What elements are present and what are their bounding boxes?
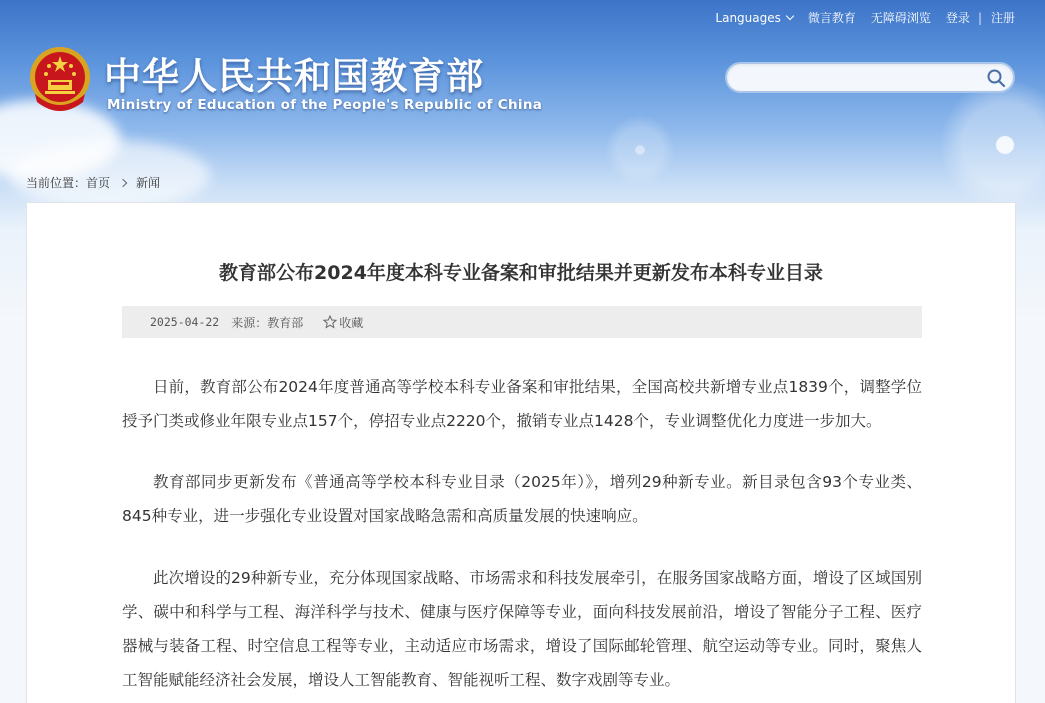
register-link[interactable]: 注册 (990, 11, 1015, 25)
top-navigation (715, 9, 1015, 26)
article-source: 来源：教育部 (231, 315, 304, 330)
breadcrumb (26, 174, 160, 191)
nav-separator: | (977, 10, 982, 25)
languages-dropdown[interactable] (715, 11, 792, 25)
chevron-right-icon (119, 178, 127, 186)
national-emblem-icon[interactable] (27, 44, 93, 114)
article-paragraph: 日前，教育部公布2024年度普通高等学校本科专业备案和审批结果，全国高校共新增专业点1839个，调整学位授予门类或修业年限专业点157个，停招专业点2220个，撤销专业点1428个，专业调整优化力度进一步加大。 (122, 378, 922, 430)
weibo-link[interactable]: 微言教育 (807, 11, 856, 25)
dandelion-decoration (600, 110, 680, 190)
favorite-button[interactable] (323, 314, 363, 331)
breadcrumb-home-link[interactable]: 首页 (86, 176, 111, 190)
search-input[interactable] (739, 68, 979, 88)
chevron-down-icon (786, 11, 794, 19)
site-title-en: Ministry of Education of the People's Republic of China (107, 97, 543, 113)
article-meta-bar (122, 306, 922, 338)
favorite-label: 收藏 (339, 315, 364, 330)
article-paragraph: 此次增设的29种新专业，充分体现国家战略、市场需求和科技发展牵引，在服务国家战略方面，增设了区域国别学、碳中和科学与工程、海洋科学与技术、健康与医疗保障等专业，面向科技发展前沿，增设了智能分子工程、医疗器械与装备工程、时空信息工程等专业，主动适应市场需求，增设了国际邮轮管理、航空运动等专业。同时，聚焦人工智能赋能经济社会发展，增设人工智能教育、智能视听工程、数字戏剧等专业。 (122, 569, 922, 689)
article-panel (26, 202, 1016, 703)
accessibility-link[interactable]: 无障碍浏览 (870, 11, 931, 25)
article-title: 教育部公布2024年度本科专业备案和审批结果并更新发布本科专业目录 (219, 262, 823, 284)
search-icon[interactable] (985, 67, 1007, 89)
site-title-cn: 中华人民共和国教育部 (104, 55, 484, 98)
article-date: 2025-04-22 (150, 315, 220, 329)
languages-label: Languages (715, 10, 781, 25)
login-link[interactable]: 登录 (945, 11, 970, 25)
article-paragraph: 教育部同步更新发布《普通高等学校本科专业目录（2025年）》，增列29种新专业。新目录包含93个专业类、845种专业，进一步强化专业设置对国家战略急需和高质量发展的快速响应。 (122, 473, 922, 525)
star-icon (323, 315, 337, 329)
breadcrumb-prefix: 当前位置： (26, 176, 87, 190)
breadcrumb-current[interactable]: 新闻 (136, 176, 161, 190)
search-box (725, 62, 1015, 93)
